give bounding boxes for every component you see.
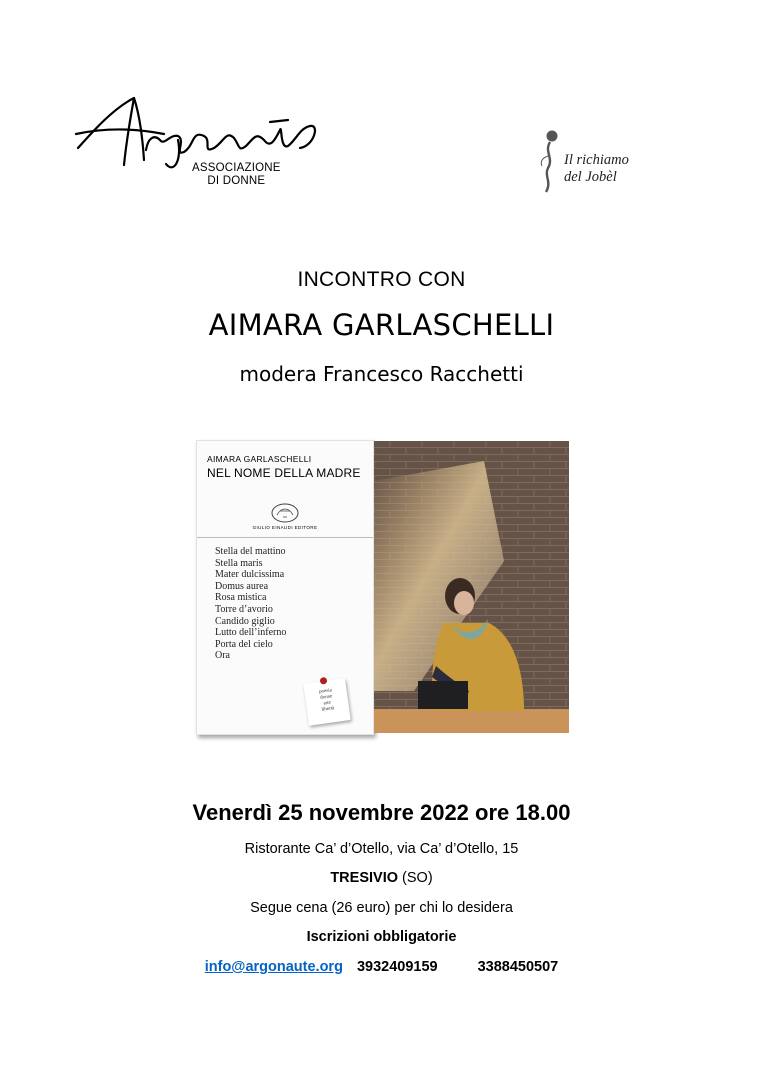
event-date: Venerdì 25 novembre 2022 ore 18.00 [192,800,571,825]
book-chapter: Stella maris [215,557,263,569]
sticker-line: poesia [318,688,333,695]
book-chapter: Candido giglio [215,615,275,627]
email-link[interactable]: info@argonaute.org [204,959,343,975]
sticker-line: arte [323,700,332,707]
book-chapter-list [215,546,286,662]
event-registration: Iscrizioni obbligatorie [306,929,457,945]
book-title: NEL NOME DELLA MADRE [207,466,361,480]
event-city: TRESIVIO [330,870,399,886]
sticker-line: donne [319,694,333,701]
book-cover [196,440,374,735]
sticker-line: libertà [321,706,335,713]
book-chapter: Porta del cielo [215,638,273,650]
book-chapter: Domus aurea [215,580,269,592]
event-province: (SO) [402,870,433,886]
book-sticker [303,678,350,725]
argonaute-logo-line1: ASSOCIAZIONE [192,162,281,174]
argonaute-logo [74,90,324,202]
book-chapter: Ora [215,650,230,662]
author-photo-icon [374,441,569,733]
event-dinner: Segue cena (26 euro) per chi lo desidera [250,900,513,916]
jobel-logo [538,128,648,198]
event-location [0,870,763,886]
intro-heading: INCONTRO CON [297,268,466,291]
book-chapter: Lutto dell’inferno [215,627,287,639]
book-chapter: Stella del mattino [215,546,286,557]
einaudi-emblem-icon [269,503,301,523]
jobel-figure-logo-icon [538,128,564,194]
moderator-line: modera Francesco Racchetti [239,362,524,386]
jobel-logo-line1: Il richiamo [564,152,629,168]
argonaute-signature-logo-icon [74,90,324,170]
book-author: AIMARA GARLASCHELLI [207,454,312,464]
phone-1: 3932409159 [356,959,438,975]
book-publisher: GIULIO EINAUDI EDITORE [252,525,318,530]
book-chapter: Rosa mistica [215,592,267,604]
book-chapter: Torre d’avorio [215,603,273,615]
jobel-logo-text [564,152,629,186]
argonaute-logo-line2: DI DONNE [207,175,266,187]
phone-2: 3388450507 [477,959,559,975]
argonaute-logo-subtitle [192,162,281,188]
book-chapter: Mater dulcissima [215,569,285,581]
event-venue: Ristorante Ca’ d’Otello, via Ca’ d’Otello, 15 [244,841,519,857]
author-name: AIMARA GARLASCHELLI [208,308,555,342]
event-contacts [0,959,763,975]
book-divider [197,537,373,538]
jobel-logo-line2: del Jobèl [564,169,617,185]
